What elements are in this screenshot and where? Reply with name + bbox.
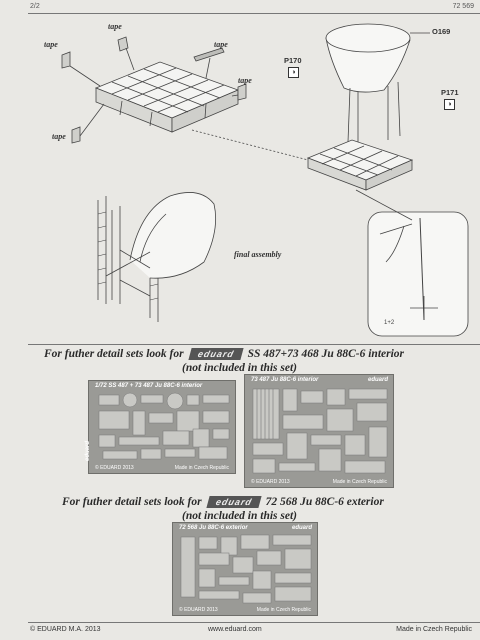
part-label-o169: O169 — [432, 27, 451, 36]
tape-label-bottom-left: tape — [52, 132, 66, 141]
tape-piece-left — [62, 52, 70, 68]
ad-interior-note: (not included in this set) — [182, 362, 298, 374]
fret-exterior — [172, 522, 318, 616]
fret-copyright: © EDUARD 2013 — [179, 607, 218, 613]
fret-parts-pattern — [173, 523, 319, 617]
footer-website: www.eduard.com — [208, 626, 262, 633]
fret-interior-left — [85, 380, 236, 474]
fret-interior-right — [244, 374, 394, 488]
footer-copyright: © EDUARD M.A. 2013 — [30, 626, 101, 633]
fret-brand-logo: eduard — [291, 525, 312, 531]
bend-symbol-icon: ◑ — [288, 67, 299, 78]
page-reference: 72 569 — [452, 3, 474, 10]
bend-symbol-icon: ◑ — [444, 99, 455, 110]
ad-exterior-prefix: For futher detail sets look for — [62, 496, 202, 508]
final-assembly-label: final assembly — [234, 250, 282, 259]
seat-assembly — [326, 24, 430, 148]
tape-piece-bottom-left — [72, 127, 80, 143]
tape-piece-right-mid — [238, 84, 246, 100]
tape-label-left: tape — [44, 40, 58, 49]
fret-made-in: Made in Czech Republic — [256, 607, 311, 613]
footer-rule — [28, 622, 480, 623]
fret-made-in: Made in Czech Republic — [332, 479, 387, 485]
detail-ratio-label: 1+2 — [384, 320, 395, 326]
fret-copyright: © EDUARD 2013 — [95, 465, 134, 471]
ad-interior-prefix: For futher detail sets look for — [44, 348, 184, 360]
eduard-logo: eduard — [206, 496, 261, 508]
fret-copyright: © EDUARD 2013 — [251, 479, 290, 485]
fret-made-in: Made in Czech Republic — [174, 465, 229, 471]
fret-title: 73 487 Ju 88C-6 interior — [251, 377, 319, 383]
page-number: 2/2 — [30, 3, 40, 10]
fret-brand-logo: eduard — [85, 440, 91, 461]
fret-title: 72 568 Ju 88C-6 exterior — [179, 525, 248, 531]
detail-box — [368, 212, 468, 336]
ad-interior-line — [44, 348, 404, 360]
tape-label-right-mid: tape — [238, 76, 252, 85]
tape-label-right-top: tape — [214, 40, 228, 49]
footer-made-in: Made in Czech Republic — [396, 626, 472, 633]
part-label-p170: P170 — [284, 56, 302, 65]
fret-parts-pattern — [89, 381, 237, 475]
fret-brand-logo: eduard — [367, 377, 388, 383]
frame-bottom-right — [308, 140, 412, 190]
tape-piece-right-top — [194, 48, 224, 61]
frame-top-left — [96, 62, 238, 132]
ad-exterior-line — [62, 496, 384, 508]
part-label-p171: P171 — [441, 88, 459, 97]
ad-exterior-product: 72 568 Ju 88C-6 exterior — [265, 496, 384, 508]
fret-title: 1/72 SS 487 + 73 487 Ju 88C-6 interior — [95, 383, 203, 389]
eduard-logo: eduard — [188, 348, 243, 360]
tape-label-top: tape — [108, 22, 122, 31]
section-divider — [28, 344, 480, 345]
ad-exterior-note: (not included in this set) — [182, 510, 298, 522]
ad-interior-product: SS 487+73 468 Ju 88C-6 interior — [247, 348, 405, 360]
fuselage-drawing — [98, 192, 216, 322]
fret-parts-pattern — [245, 375, 395, 489]
